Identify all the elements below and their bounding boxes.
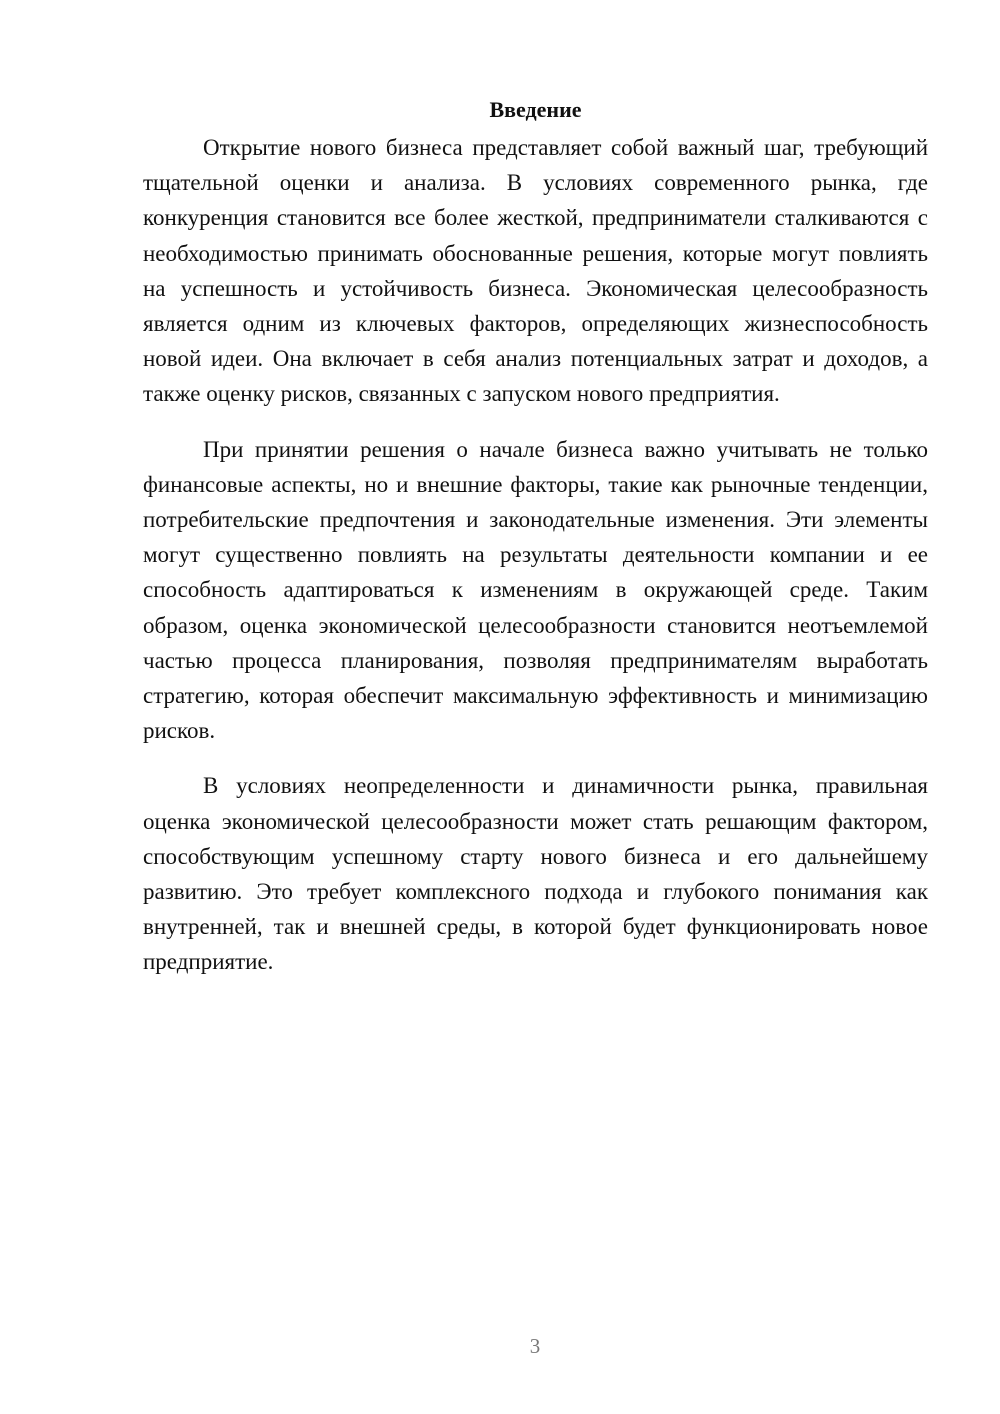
page-content (143, 95, 928, 1000)
paragraph-2: При принятии решения о начале бизнеса важно учитывать не только финансовые аспекты, но и внешние факторы, такие как рыночные тенденции, потребительские предпочтения и законодательные изменения. Эти элементы могут существенно повлиять на результаты деятельности компании и ее способность адаптироваться к изменениям в окружающей среде. Таким образом, оценка экономической целесообразности становится неотъемлемой частью процесса планирования, позволяя предпринимателям выработать стратегию, которая обеспечит максимальную эффективность и минимизацию рисков. (143, 436, 928, 744)
page-number: 3 (529, 1334, 541, 1358)
section-heading: Введение (489, 97, 582, 122)
paragraph-1: Открытие нового бизнеса представляет собой важный шаг, требующий тщательной оценки и анализа. В условиях современного рынка, где конкуренция становится все более жесткой, предприниматели сталкиваются с необходимостью принимать обоснованные решения, которые могут повлиять на успешность и устойчивость бизнеса. Экономическая целесообразность является одним из ключевых факторов, определяющих жизнеспособность новой идеи. Она включает в себя анализ потенциальных затрат и доходов, а также оценку рисков, связанных с запуском нового предприятия. (143, 135, 928, 407)
paragraph-3: В условиях неопределенности и динамичности рынка, правильная оценка экономической целесообразности может стать решающим фактором, способствующим успешному старту нового бизнеса и его дальнейшему развитию. Это требует комплексного подхода и глубокого понимания как внутренней, так и внешней среды, в которой будет функционировать новое предприятие. (143, 773, 928, 975)
